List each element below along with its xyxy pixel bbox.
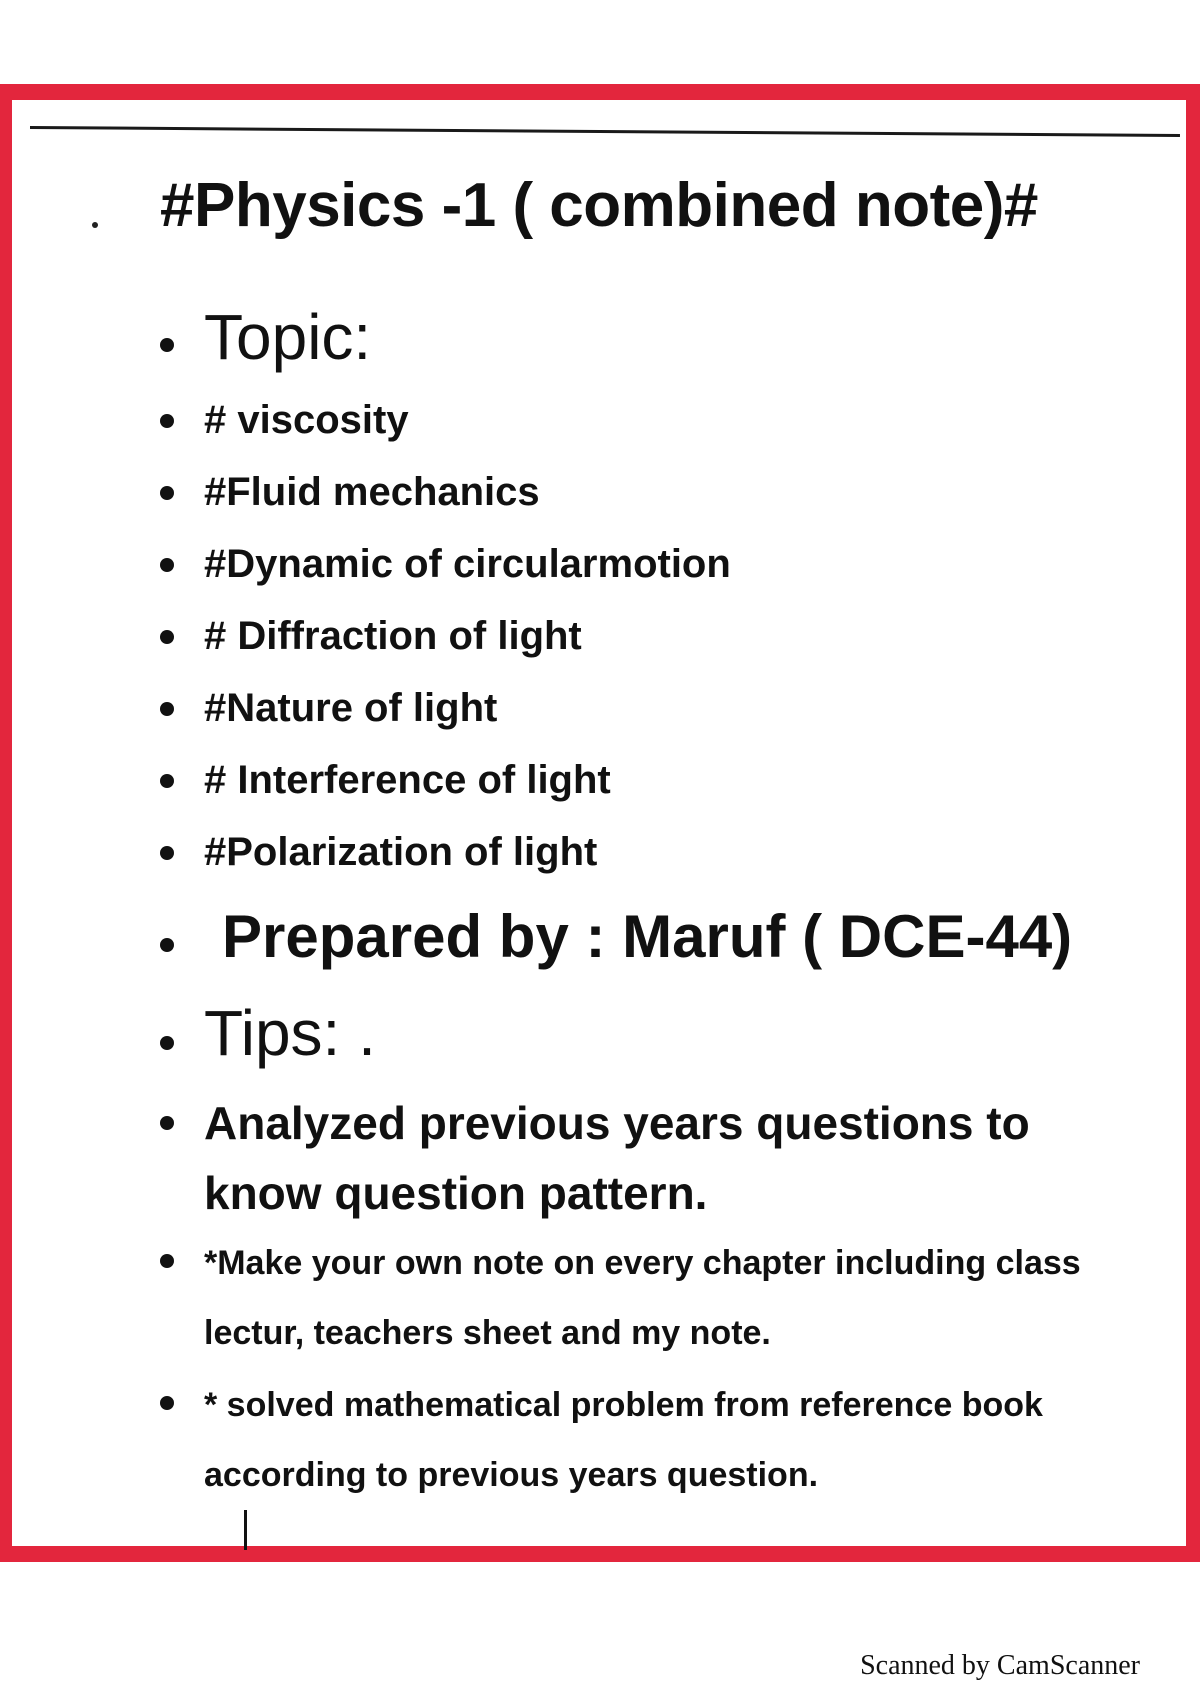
topic-item: [160, 542, 731, 587]
tip-text: [204, 1370, 1043, 1550]
bullet-icon: [160, 1396, 174, 1410]
scanner-watermark: Scanned by CamScanner: [860, 1650, 1140, 1681]
topic-item: [160, 758, 611, 803]
prepared-by-text: Prepared by : Maruf ( DCE-44): [222, 903, 1073, 970]
topic-label: # Interference of light: [204, 758, 611, 802]
tips-heading: Tips: .: [204, 997, 376, 1069]
tip-item: [160, 1228, 1081, 1368]
bullet-icon: [160, 846, 174, 860]
tip-line: *Make your own note on every chapter including class: [204, 1244, 1081, 1282]
topic-label: #Polarization of light: [204, 830, 598, 874]
topic-label: # viscosity: [204, 398, 409, 442]
tip-item: [160, 1370, 1043, 1550]
prepared-by-item: [160, 902, 1072, 971]
document-title: #Physics -1 ( combined note)#: [160, 171, 1038, 240]
topic-label: #Dynamic of circularmotion: [204, 542, 731, 586]
bullet-icon: [160, 486, 174, 500]
bullet-icon: [160, 702, 174, 716]
tip-item: [160, 1088, 1030, 1228]
topic-item: [160, 686, 497, 731]
bullet-icon: [160, 630, 174, 644]
topic-item: [160, 830, 597, 875]
stray-dot: [92, 222, 98, 228]
tip-text: [204, 1088, 1030, 1228]
bullet-icon: [160, 338, 174, 352]
tips-heading-item: [160, 996, 376, 1070]
tip-text: [204, 1228, 1081, 1368]
bullet-icon: [160, 1254, 174, 1268]
topic-label: # Diffraction of light: [204, 614, 582, 658]
bullet-icon: [160, 1036, 174, 1050]
bullet-icon: [160, 558, 174, 572]
tip-line: * solved mathematical problem from reference book: [204, 1386, 1043, 1424]
bullet-icon: [160, 774, 174, 788]
tip-line: Analyzed previous years questions to: [204, 1097, 1030, 1149]
topic-heading: Topic:: [204, 301, 372, 373]
bullet-icon: [160, 938, 174, 952]
text-cursor-icon: [244, 1510, 247, 1550]
topic-label: #Nature of light: [204, 686, 498, 730]
tip-line-with-cursor: [204, 1440, 1043, 1550]
tip-line: know question pattern.: [204, 1167, 708, 1219]
topic-label: #Fluid mechanics: [204, 470, 540, 514]
bullet-icon: [160, 1116, 174, 1130]
topic-item: [160, 470, 540, 515]
tip-line: according to previous years question.: [204, 1456, 819, 1494]
topic-item: [160, 398, 409, 443]
tip-line: lectur, teachers sheet and my note.: [204, 1314, 771, 1352]
bullet-icon: [160, 414, 174, 428]
topic-item: [160, 614, 582, 659]
topic-heading-item: [160, 300, 371, 374]
